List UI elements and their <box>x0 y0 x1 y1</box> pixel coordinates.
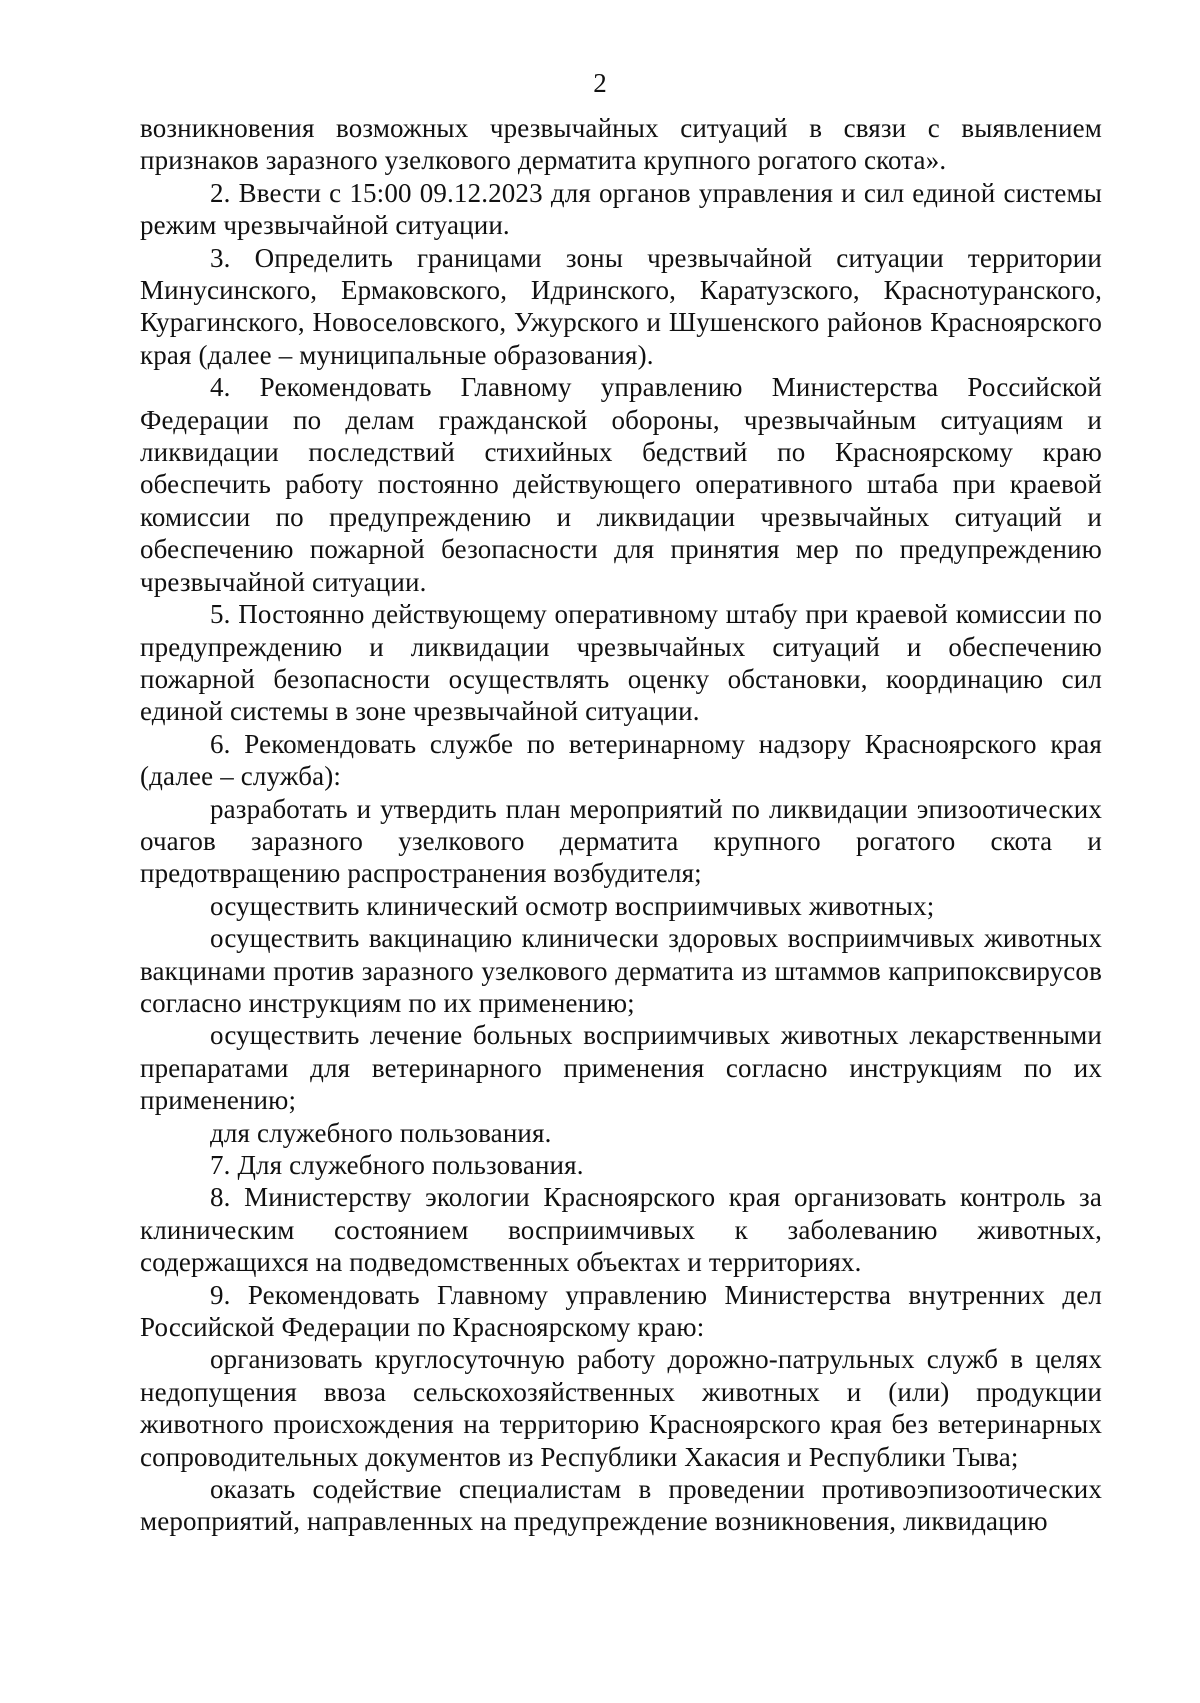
paragraph-item-6-sub-5: для служебного пользования. <box>210 1117 552 1148</box>
paragraph-item-3: 3. Определить границами зоны чрезвычайной ситуации территории Минусинского, Ермаковского, Идринского, Каратузского, Краснотуранского, Курагинского, Новоселовского, Ужурского и Шушенского районов Красноярского края (далее – муниципальные образования). <box>140 242 1102 370</box>
paragraph-item-6-sub-4: осуществить лечение больных восприимчивых животных лекарственными препаратами для ветеринарного применения согласно инструкциям по их применению; <box>140 1020 1102 1116</box>
paragraph-item-9-sub-1: организовать круглосуточную работу дорожно-патрульных служб в целях недопущения ввоза сельскохозяйственных животных и (или) продукции животного происхождения на территорию Красноярского края без ветеринарных сопроводительных документов из Республики Хакасия и Республики Тыва; <box>140 1344 1102 1472</box>
paragraph-item-7: 7. Для служебного пользования. <box>210 1150 584 1180</box>
paragraph-item-6-sub-3: осуществить вакцинацию клинически здоровых восприимчивых животных вакцинами против заразного узелкового дерматита из штаммов каприпоксвирусов согласно инструкциям по их применению; <box>140 923 1102 1018</box>
paragraph-item-5: 5. Постоянно действующему оперативному штабу при краевой комиссии по предупреждению и ликвидации чрезвычайных ситуаций и обеспечению пожарной безопасности осуществлять оценку обстановки, координацию сил единой системы в зоне чрезвычайной ситуации. <box>140 599 1102 727</box>
page-number: 2 <box>593 68 607 98</box>
paragraph-item-2: 2. Ввести с 15:00 09.12.2023 для органов управления и сил единой системы режим чрезвычайной ситуации. <box>140 177 1102 241</box>
paragraph-item-6: 6. Рекомендовать службе по ветеринарному надзору Красноярского края (далее – служба): <box>140 728 1102 792</box>
paragraph-item-4: 4. Рекомендовать Главному управлению Министерства Российской Федерации по делам гражданской обороны, чрезвычайным ситуациям и ликвидации последствий стихийных бедствий по Красноярскому краю обеспечить работу постоянно действующего оперативного штаба при краевой комиссии по предупреждению и ликвидации чрезвычайных ситуаций и обеспечению пожарной безопасности для принятия мер по предупреждению чрезвычайной ситуации. <box>140 372 1102 597</box>
paragraph-item-8: 8. Министерству экологии Красноярского края организовать контроль за клиническим состоянием восприимчивых к заболеванию животных, содержащихся на подведомственных объектах и территориях. <box>140 1182 1102 1278</box>
document-body <box>140 112 1102 1538</box>
paragraph-item-6-sub-1: разработать и утвердить план мероприятий по ликвидации эпизоотических очагов заразного узелкового дерматита крупного рогатого скота и предотвращению распространения возбудителя; <box>140 793 1102 889</box>
paragraph-item-6-sub-2: осуществить клинический осмотр восприимчивых животных; <box>210 890 935 921</box>
paragraph-continuation: возникновения возможных чрезвычайных ситуаций в связи с выявлением признаков заразного узелкового дерматита крупного рогатого скота». <box>140 113 1102 176</box>
paragraph-item-9: 9. Рекомендовать Главному управлению Министерства внутренних дел Российской Федерации по Красноярскому краю: <box>140 1279 1102 1343</box>
paragraph-item-9-sub-2: оказать содействие специалистам в проведении противоэпизоотических мероприятий, направленных на предупреждение возникновения, ликвидацию <box>140 1474 1102 1537</box>
